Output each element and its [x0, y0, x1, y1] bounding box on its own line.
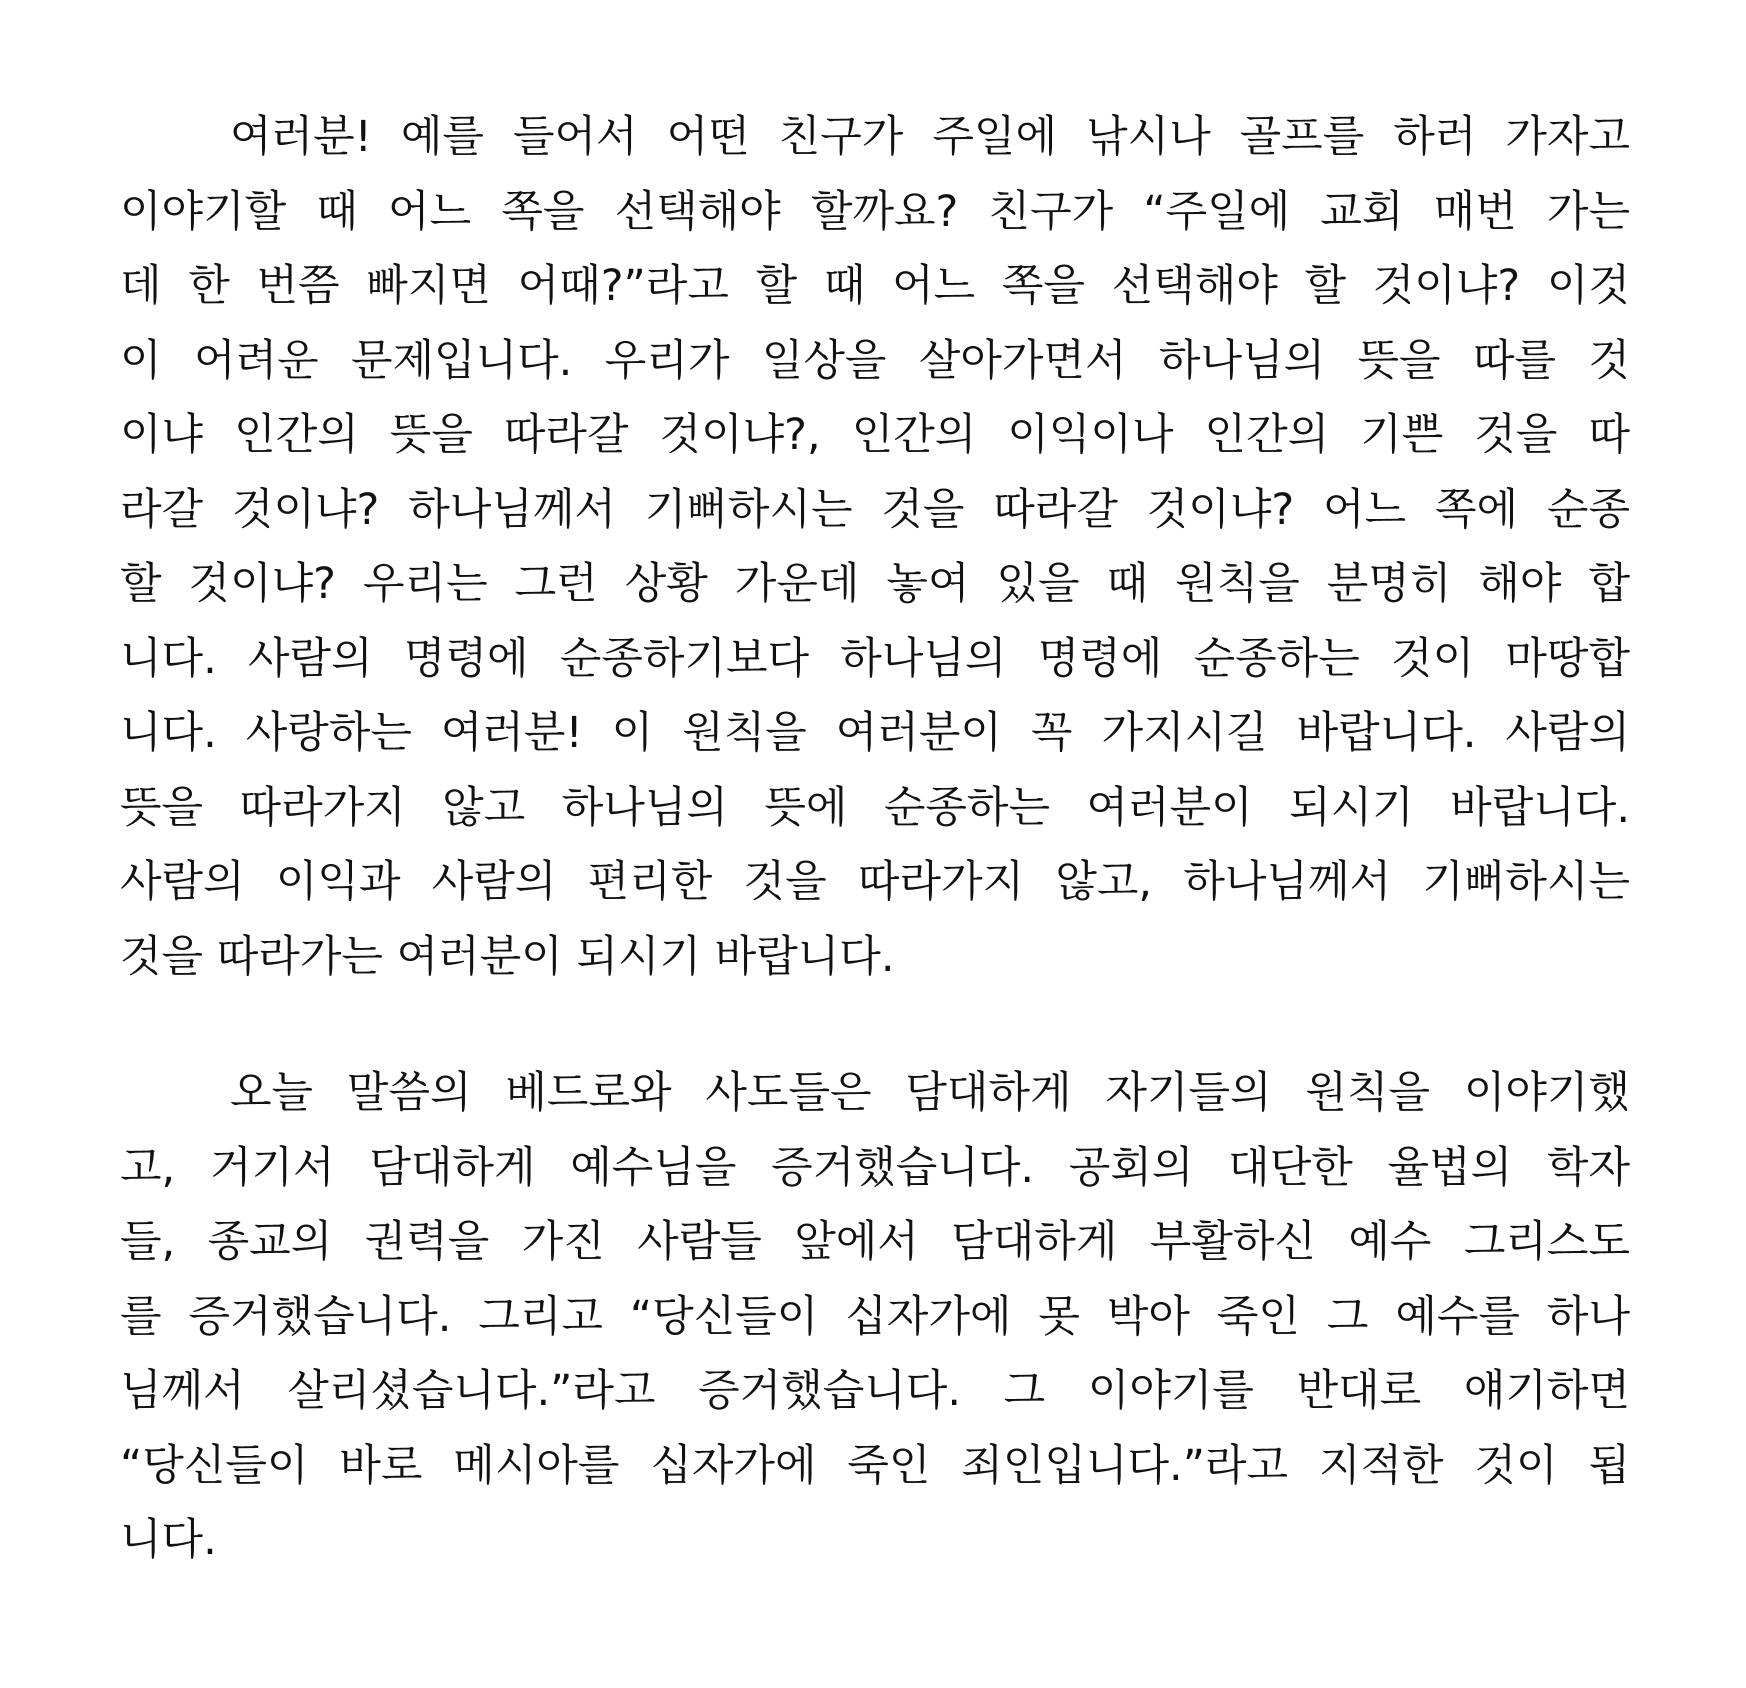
text-line: 할 것이냐? 우리는 그런 상황 가운데 놓여 있을 때 원칙을 분명히 해야 합	[120, 559, 1630, 609]
text-line: 뜻을 따라가지 않고 하나님의 뜻에 순종하는 여러분이 되시기 바랍니다.	[120, 782, 1630, 833]
text-line: 라갈 것이냐? 하나님께서 기뻐하시는 것을 따라갈 것이냐? 어느 쪽에 순종	[120, 484, 1630, 535]
text-line: 니다. 사랑하는 여러분! 이 원칙을 여러분이 꼭 가지시길 바랍니다. 사람의	[120, 708, 1630, 758]
text-line: 님께서 살리셨습니다.”라고 증거했습니다. 그 이야기를 반대로 얘기하면	[120, 1366, 1630, 1416]
text-line: 것을 따라가는 여러분이 되시기 바랍니다.	[120, 931, 895, 982]
text-line: 니다. 사람의 명령에 순종하기보다 하나님의 명령에 순종하는 것이 마땅합	[120, 633, 1630, 684]
paragraph-1	[120, 100, 1630, 994]
text-line: 오늘 말씀의 베드로와 사도들은 담대하게 자기들의 원칙을 이야기했	[230, 1068, 1630, 1118]
paragraph-2	[120, 1056, 1630, 1578]
text-line: 사람의 이익과 사람의 편리한 것을 따라가지 않고, 하나님께서 기뻐하시는	[120, 857, 1630, 907]
text-line: 들, 종교의 권력을 가진 사람들 앞에서 담대하게 부활하신 예수 그리스도	[120, 1217, 1630, 1267]
text-line: 이야기할 때 어느 쪽을 선택해야 할까요? 친구가 “주일에 교회 매번 가는	[120, 186, 1630, 237]
text-line: 니다.	[120, 1515, 217, 1565]
text-line: 를 증거했습니다. 그리고 “당신들이 십자가에 못 박아 죽인 그 예수를 하나	[120, 1291, 1630, 1342]
text-line: 데 한 번쯤 빠지면 어때?”라고 할 때 어느 쪽을 선택해야 할 것이냐? 이것	[120, 261, 1630, 311]
text-line: 이냐 인간의 뜻을 따라갈 것이냐?, 인간의 이익이나 인간의 기쁜 것을 따	[120, 410, 1630, 460]
document-body	[120, 100, 1630, 1578]
text-line: 이 어려운 문제입니다. 우리가 일상을 살아가면서 하나님의 뜻을 따를 것	[120, 335, 1630, 386]
text-line: 여러분! 예를 들어서 어떤 친구가 주일에 낚시나 골프를 하러 가자고	[230, 112, 1630, 162]
text-line: 고, 거기서 담대하게 예수님을 증거했습니다. 공회의 대단한 율법의 학자	[120, 1142, 1630, 1193]
text-line: “당신들이 바로 메시아를 십자가에 죽인 죄인입니다.”라고 지적한 것이 됩	[120, 1440, 1630, 1491]
